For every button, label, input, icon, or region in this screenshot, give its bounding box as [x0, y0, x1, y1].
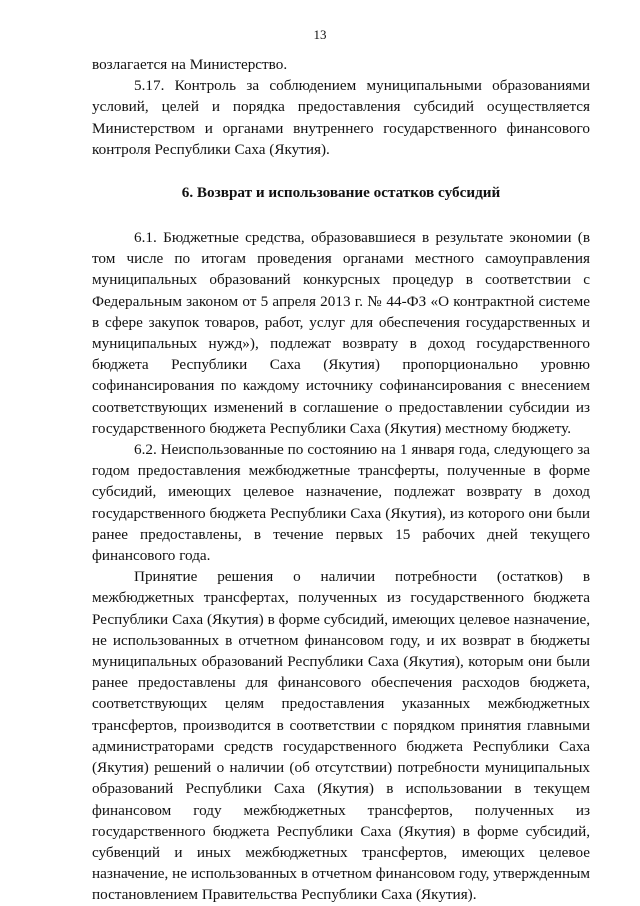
paragraph-continuation: возлагается на Министерство. — [92, 56, 288, 73]
paragraph-6-1: 6.1. Бюджетные средства, образовавшиеся в результате экономии (в том числе по итогам проведения органами местного самоуправления муниципальных образований конкурсных процедур в соответствии с Федеральным законом от 5 апреля 2013 г. № 44-ФЗ «О контрактной системе в сфере закупок товаров, работ, услуг для обеспечения государственных и муниципальных нужд»), подлежат возврату в доход государственного бюджета Республики Саха (Якутия) пропорционально уровню софинансирования по каждому источнику софинансирования с внесением соответствующих изменений в соглашение о предоставлении субсидии из государственного бюджета Республики Саха (Якутия) местному бюджету. — [92, 229, 590, 437]
section-heading: 6. Возврат и использование остатков субсидий — [181, 184, 501, 202]
document-body — [92, 54, 590, 906]
paragraph-6-2: 6.2. Неиспользованные по состоянию на 1 января года, следующего за годом предоставления межбюджетные трансферты, полученные в форме субсидий, имеющих целевое назначение, подлежат возврату в доход государственного бюджета Республики Саха (Якутия), из которого они были ранее предоставлены, в течение первых 15 рабочих дней текущего финансового года. — [92, 441, 590, 565]
paragraph-5-17: 5.17. Контроль за соблюдением муниципальными образованиями условий, целей и порядка предоставления субсидий осуществляется Министерством и органами внутреннего государственного финансового контроля Республики Саха (Якутия). — [92, 77, 590, 158]
page-number: 13 — [313, 27, 327, 42]
paragraph-decision: Принятие решения о наличии потребности (остатков) в межбюджетных трансфертах, полученных из государственного бюджета Республики Саха (Якутия) в форме субсидий, имеющих целевое назначение, не использованных в отчетном финансовом году, и их возврат в бюджеты муниципальных образований Республики Саха (Якутия), которым они были ранее предоставлены для финансового обеспечения расходов бюджета, соответствующих целям предоставления указанных межбюджетных трансфертов, производится в соответствии с порядком принятия главными администраторами средств государственного бюджета Республики Саха (Якутия) решений о наличии (об отсутствии) потребности муниципальных образований Республики Саха (Якутия) в использовании в текущем финансовом году межбюджетных трансфертов, полученных из государственного бюджета Республики Саха (Якутия) в форме субсидий, субвенций и иных межбюджетных трансфертов, имеющих целевое назначение, не использованных в отчетном финансовом году, утвержденным постановлением Правительства Республики Саха (Якутия). — [92, 568, 590, 904]
